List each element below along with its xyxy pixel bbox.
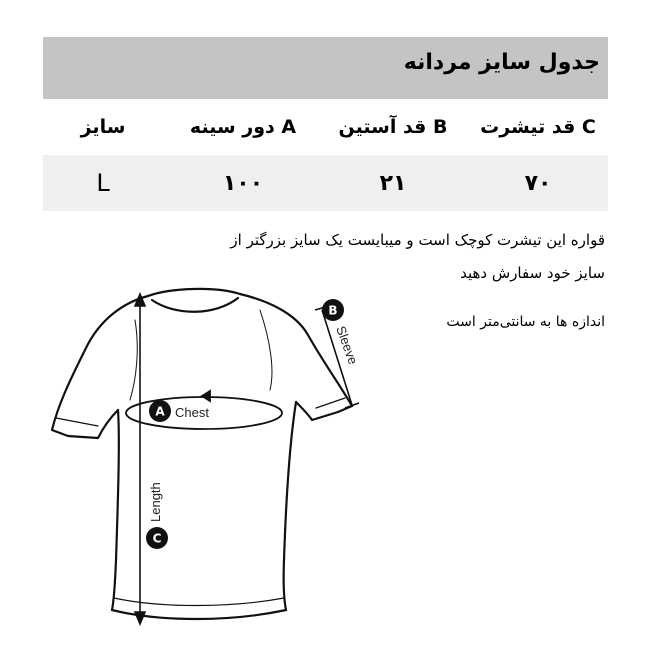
tshirt-diagram bbox=[40, 280, 380, 640]
note-fit-line2: سایز خود سفارش دهید bbox=[460, 264, 605, 282]
note-fit-line1: قواره این تیشرت کوچک است و میبایست یک سایز بزرگتر از bbox=[230, 231, 605, 249]
note-units: اندازه ها به سانتی‌متر است bbox=[446, 314, 605, 330]
value-sleeve: ۲۱ bbox=[379, 170, 407, 196]
sleeve-badge: B bbox=[328, 303, 338, 318]
length-label: Length bbox=[148, 482, 163, 522]
header-sleeve: B قد آستین bbox=[338, 116, 448, 138]
table-row bbox=[43, 155, 608, 211]
value-length: ۷۰ bbox=[524, 170, 552, 196]
chest-label: Chest bbox=[175, 405, 209, 420]
table-header-row bbox=[43, 99, 608, 155]
value-size: L bbox=[96, 169, 110, 197]
header-size: سایز bbox=[80, 116, 126, 138]
chest-badge: A bbox=[155, 404, 165, 419]
sleeve-label: Sleeve bbox=[333, 323, 361, 367]
length-measure bbox=[135, 294, 145, 624]
length-badge: C bbox=[152, 531, 162, 546]
value-chest: ۱۰۰ bbox=[222, 170, 264, 196]
header-length: C قد تیشرت bbox=[480, 116, 596, 138]
page-title: جدول سایز مردانه bbox=[403, 50, 600, 75]
tshirt-outline bbox=[52, 289, 352, 619]
header-chest: A دور سینه bbox=[189, 116, 297, 138]
title-bar bbox=[43, 37, 608, 99]
